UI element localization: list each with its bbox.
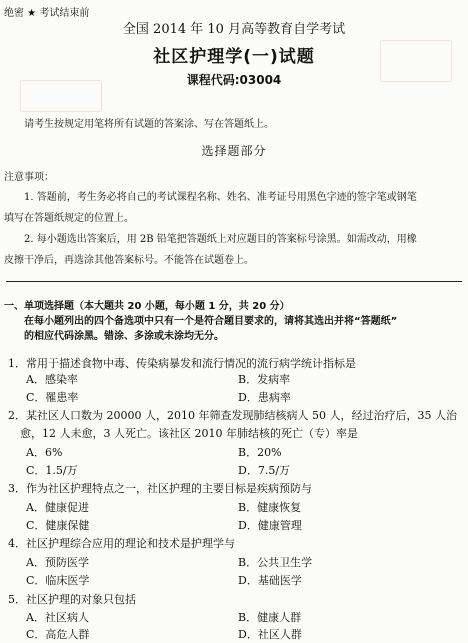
option-b: B．健康恢复 [238,501,302,514]
option-c: C．健康保健 [26,519,90,532]
option-d: D．7.5/万 [238,464,291,477]
question-stem: 2．某社区人口数为 20000 人，2010 年筛查发现肺结核病人 50 人，经过治疗后，35 人治 [8,409,457,422]
option-d: D．基础医学 [238,574,302,587]
option-b: B．发病率 [238,373,291,386]
secret-mark: 绝密 ★ 考试结束前 [4,8,90,19]
option-a: A．社区病人 [26,611,89,624]
course-code: 课程代码:03004 [186,73,282,87]
option-d: D．健康管理 [238,519,302,532]
option-b: B．健康人群 [238,611,302,624]
part-one-desc-line-1: 在每小题列出的四个备选项中只有一个是符合题目要求的，请将其选出并将“答题纸” [24,316,398,327]
option-a: A．感染率 [26,373,78,386]
page-title: 社区护理学(一)试题 [153,47,315,67]
question-stem: 3．作为社区护理特点之一，社区护理的主要目标是疾病预防与 [8,482,312,495]
question-stem: 1．常用于描述食物中毒、传染病暴发和流行情况的流行病学统计指标是 [8,357,356,370]
instruction: 请考生按规定用笔将所有试题的答案涂、写在答题纸上。 [24,119,274,130]
note-item-2-line-2: 皮擦干净后，再选涂其他答案标号。不能答在试题卷上。 [4,255,254,266]
question-stem: 5．社区护理的对象只包括 [8,593,136,606]
part-one-desc-line-2: 的相应代码涂黑。错涂、多涂或未涂均无分。 [24,331,224,342]
section-heading: 选择题部分 [201,144,267,158]
option-a: A．6% [26,446,63,459]
option-c: C．1.5/万 [26,464,78,477]
question-stem-cont: 愈，12 人未愈，3 人死亡。该社区 2010 年肺结核的死亡（专）率是 [20,427,358,440]
exam-line: 全国 2014 年 10 月高等教育自学考试 [122,22,346,37]
option-d: D．社区人群 [238,628,302,641]
option-b: B．20% [238,446,282,459]
option-d: D．患病率 [238,391,291,404]
option-c: C．罹患率 [26,391,79,404]
divider [6,281,462,282]
option-a: A．预防医学 [26,556,89,569]
option-a: A．健康促进 [26,501,89,514]
note-item-1-line-2: 填写在答题纸规定的位置上。 [4,213,134,224]
question-stem: 4．社区护理综合应用的理论和技术是护理学与 [8,537,235,550]
note-item-1-line-1: 1. 答题前，考生务必将自己的考试课程名称、姓名、准考证号用黑色字迹的签字笔或钢笔 [24,192,417,203]
part-one-heading: 一、单项选择题（本大题共 20 小题，每小题 1 分，共 20 分） [4,301,290,312]
notes-title: 注意事项： [4,172,54,183]
note-item-2-line-1: 2. 每小题选出答案后，用 2B 铅笔把答题纸上对应题目的答案标号涂黑。如需改动，用橡 [24,234,417,245]
option-c: C．临床医学 [26,574,90,587]
option-b: B．公共卫生学 [238,556,313,569]
option-c: C．高危人群 [26,628,90,641]
